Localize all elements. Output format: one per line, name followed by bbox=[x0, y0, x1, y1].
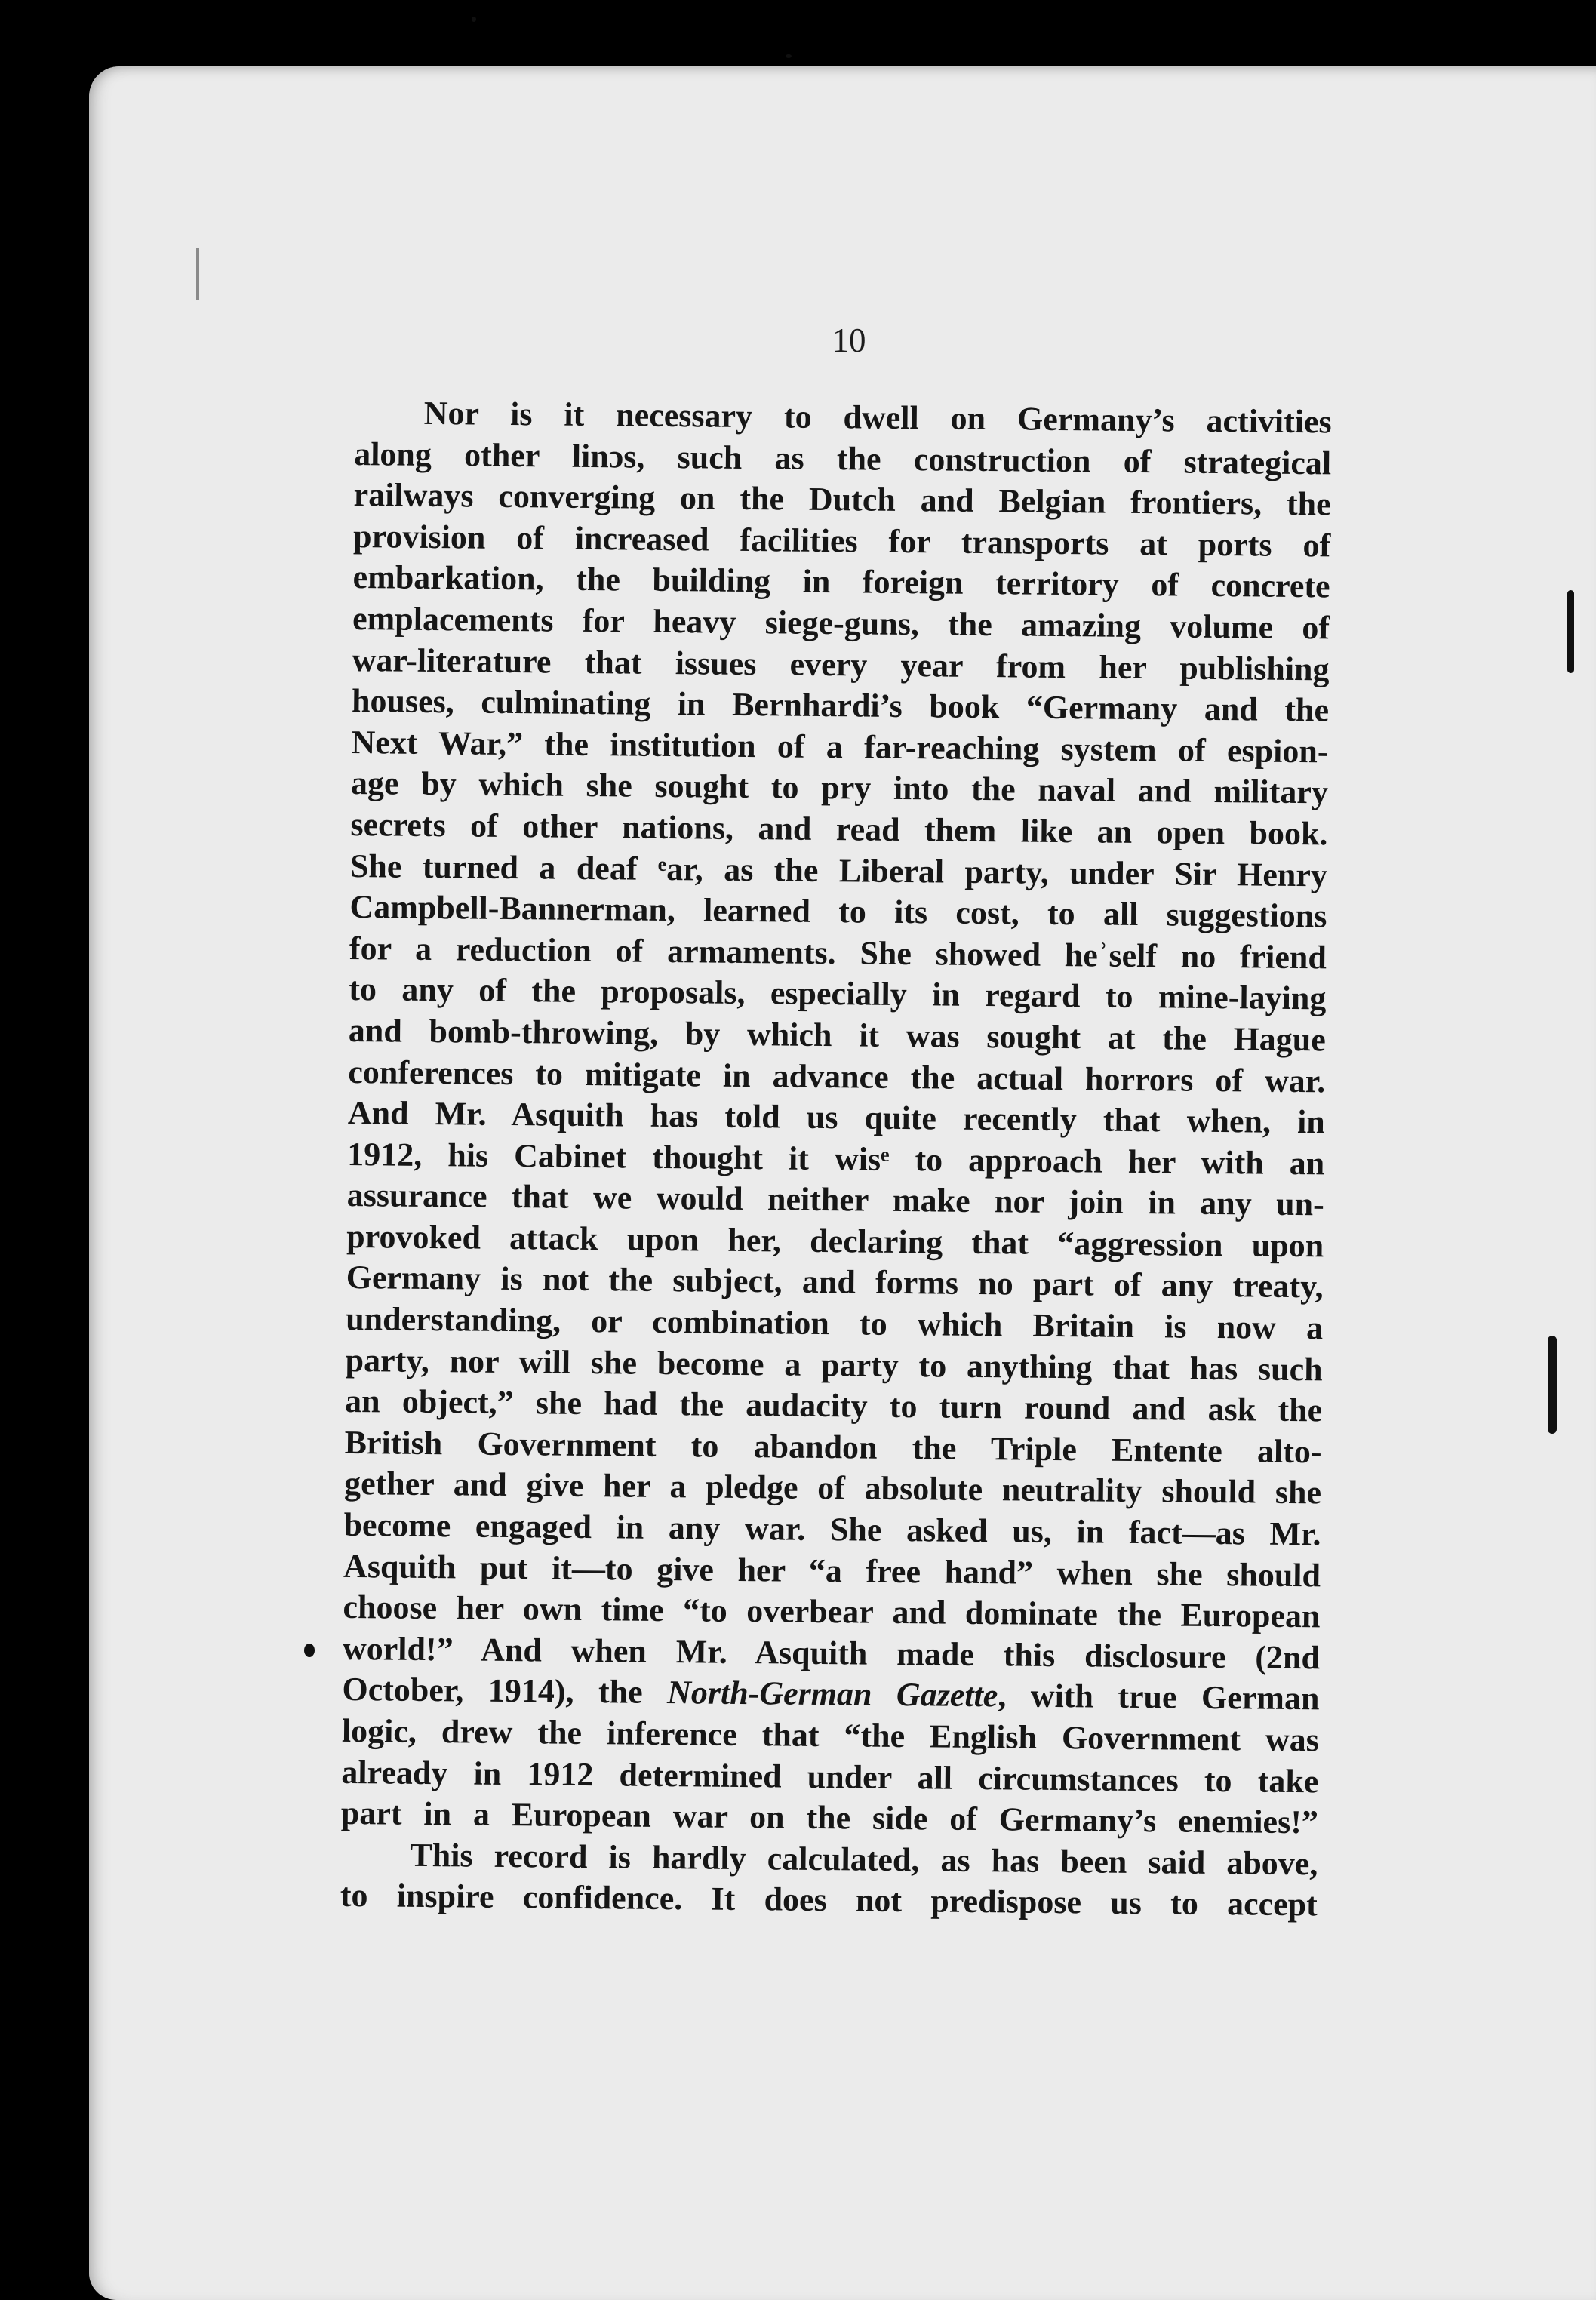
text-line: embarkation, the building in foreign territory of concrete bbox=[352, 558, 1330, 605]
text-line: for a reduction of armaments. She showed heʾself no friend bbox=[349, 929, 1327, 976]
text-line: already in 1912 determined under all circumstances to take bbox=[341, 1753, 1319, 1800]
text-line: Nor is it necessary to dwell on Germany’s activities bbox=[423, 394, 1332, 441]
page-number: 10 bbox=[832, 321, 866, 359]
text-line: age by which she sought to pry into the naval and military bbox=[350, 764, 1329, 811]
text-line: Campbell-Bannerman, learned to its cost, to all suggestions bbox=[349, 888, 1327, 935]
text-line: party, nor will she become a party to anything that has such bbox=[345, 1341, 1323, 1388]
text-line: logic, drew the inference that “the English Government was bbox=[341, 1711, 1320, 1759]
text-line: an object,” she had the audacity to turn round and ask the bbox=[344, 1382, 1323, 1429]
text-line: Germany is not the subject, and forms no part of any treaty, bbox=[346, 1259, 1324, 1305]
text-line: along other linɔs, such as the construction of strategical bbox=[353, 435, 1332, 482]
text-line: And Mr. Asquith has told us quite recently that when, in bbox=[347, 1094, 1326, 1141]
text-line: British Government to abandon the Triple Entente alto- bbox=[344, 1423, 1322, 1471]
text-line: provoked attack upon her, declaring that “aggression upon bbox=[346, 1217, 1324, 1265]
text-line: Next War,” the institution of a far-reaching system of espion- bbox=[351, 723, 1329, 770]
text-line: part in a European war on the side of Germany’s enemies!” bbox=[340, 1794, 1319, 1841]
text-line: choose her own time “to overbear and dominate the European bbox=[343, 1588, 1321, 1635]
scan-artifact-mark bbox=[1567, 590, 1574, 673]
text-line: 1912, his Cabinet thought it wisᵉ to approach her with an bbox=[347, 1135, 1325, 1182]
text-line: This record is hardly calculated, as has been said above, bbox=[410, 1836, 1318, 1883]
text-line: gether and give her a pledge of absolute neutrality should she bbox=[343, 1465, 1322, 1511]
text-line: become engaged in any war. She asked us, in fact—as Mr. bbox=[343, 1505, 1321, 1553]
text-line: to any of the proposals, especially in regard to mine-laying bbox=[349, 970, 1327, 1017]
text-line: understanding, or combination to which Britain is now a bbox=[345, 1300, 1324, 1347]
margin-shadow-mark bbox=[196, 248, 199, 300]
text-line: Asquith put it—to give her “a free hand” when she should bbox=[343, 1547, 1321, 1594]
text-line: world!” And when Mr. Asquith made this disclosure (2nd bbox=[342, 1629, 1321, 1677]
scan-speck bbox=[472, 17, 476, 22]
scan-speck bbox=[786, 54, 792, 58]
text-line: and bomb-throwing, by which it was sought at the Hague bbox=[348, 1011, 1327, 1059]
text-line: provision of increased facilities for transports at ports of bbox=[352, 517, 1331, 564]
text-line: assurance that we would neither make nor join in any un- bbox=[346, 1176, 1324, 1223]
text-line: houses, culminating in Bernhardi’s book “Germany and the bbox=[351, 682, 1330, 729]
body-text bbox=[340, 392, 1332, 1926]
text-line: conferences to mitigate in advance the actual horrors of war. bbox=[348, 1053, 1326, 1099]
text-line: She turned a deaf ᵉar, as the Liberal party, under Sir Henry bbox=[349, 847, 1328, 893]
text-line: emplacements for heavy siege-guns, the amazing volume of bbox=[352, 599, 1330, 647]
text-line: to inspire confidence. It does not predispose us to accept bbox=[340, 1877, 1318, 1923]
newspaper-title: North-German Gazette bbox=[666, 1674, 998, 1714]
text-line: war-literature that issues every year from her publishing bbox=[352, 641, 1330, 687]
text-line: railways converging on the Dutch and Belgian frontiers, the bbox=[353, 476, 1331, 523]
text-line: secrets of other nations, and read them like an open book. bbox=[350, 805, 1328, 853]
scan-artifact-mark bbox=[1548, 1336, 1557, 1434]
text-line: October, 1914), the North-German Gazette, with true German bbox=[342, 1671, 1320, 1717]
scan-artifact-dot bbox=[304, 1644, 315, 1657]
